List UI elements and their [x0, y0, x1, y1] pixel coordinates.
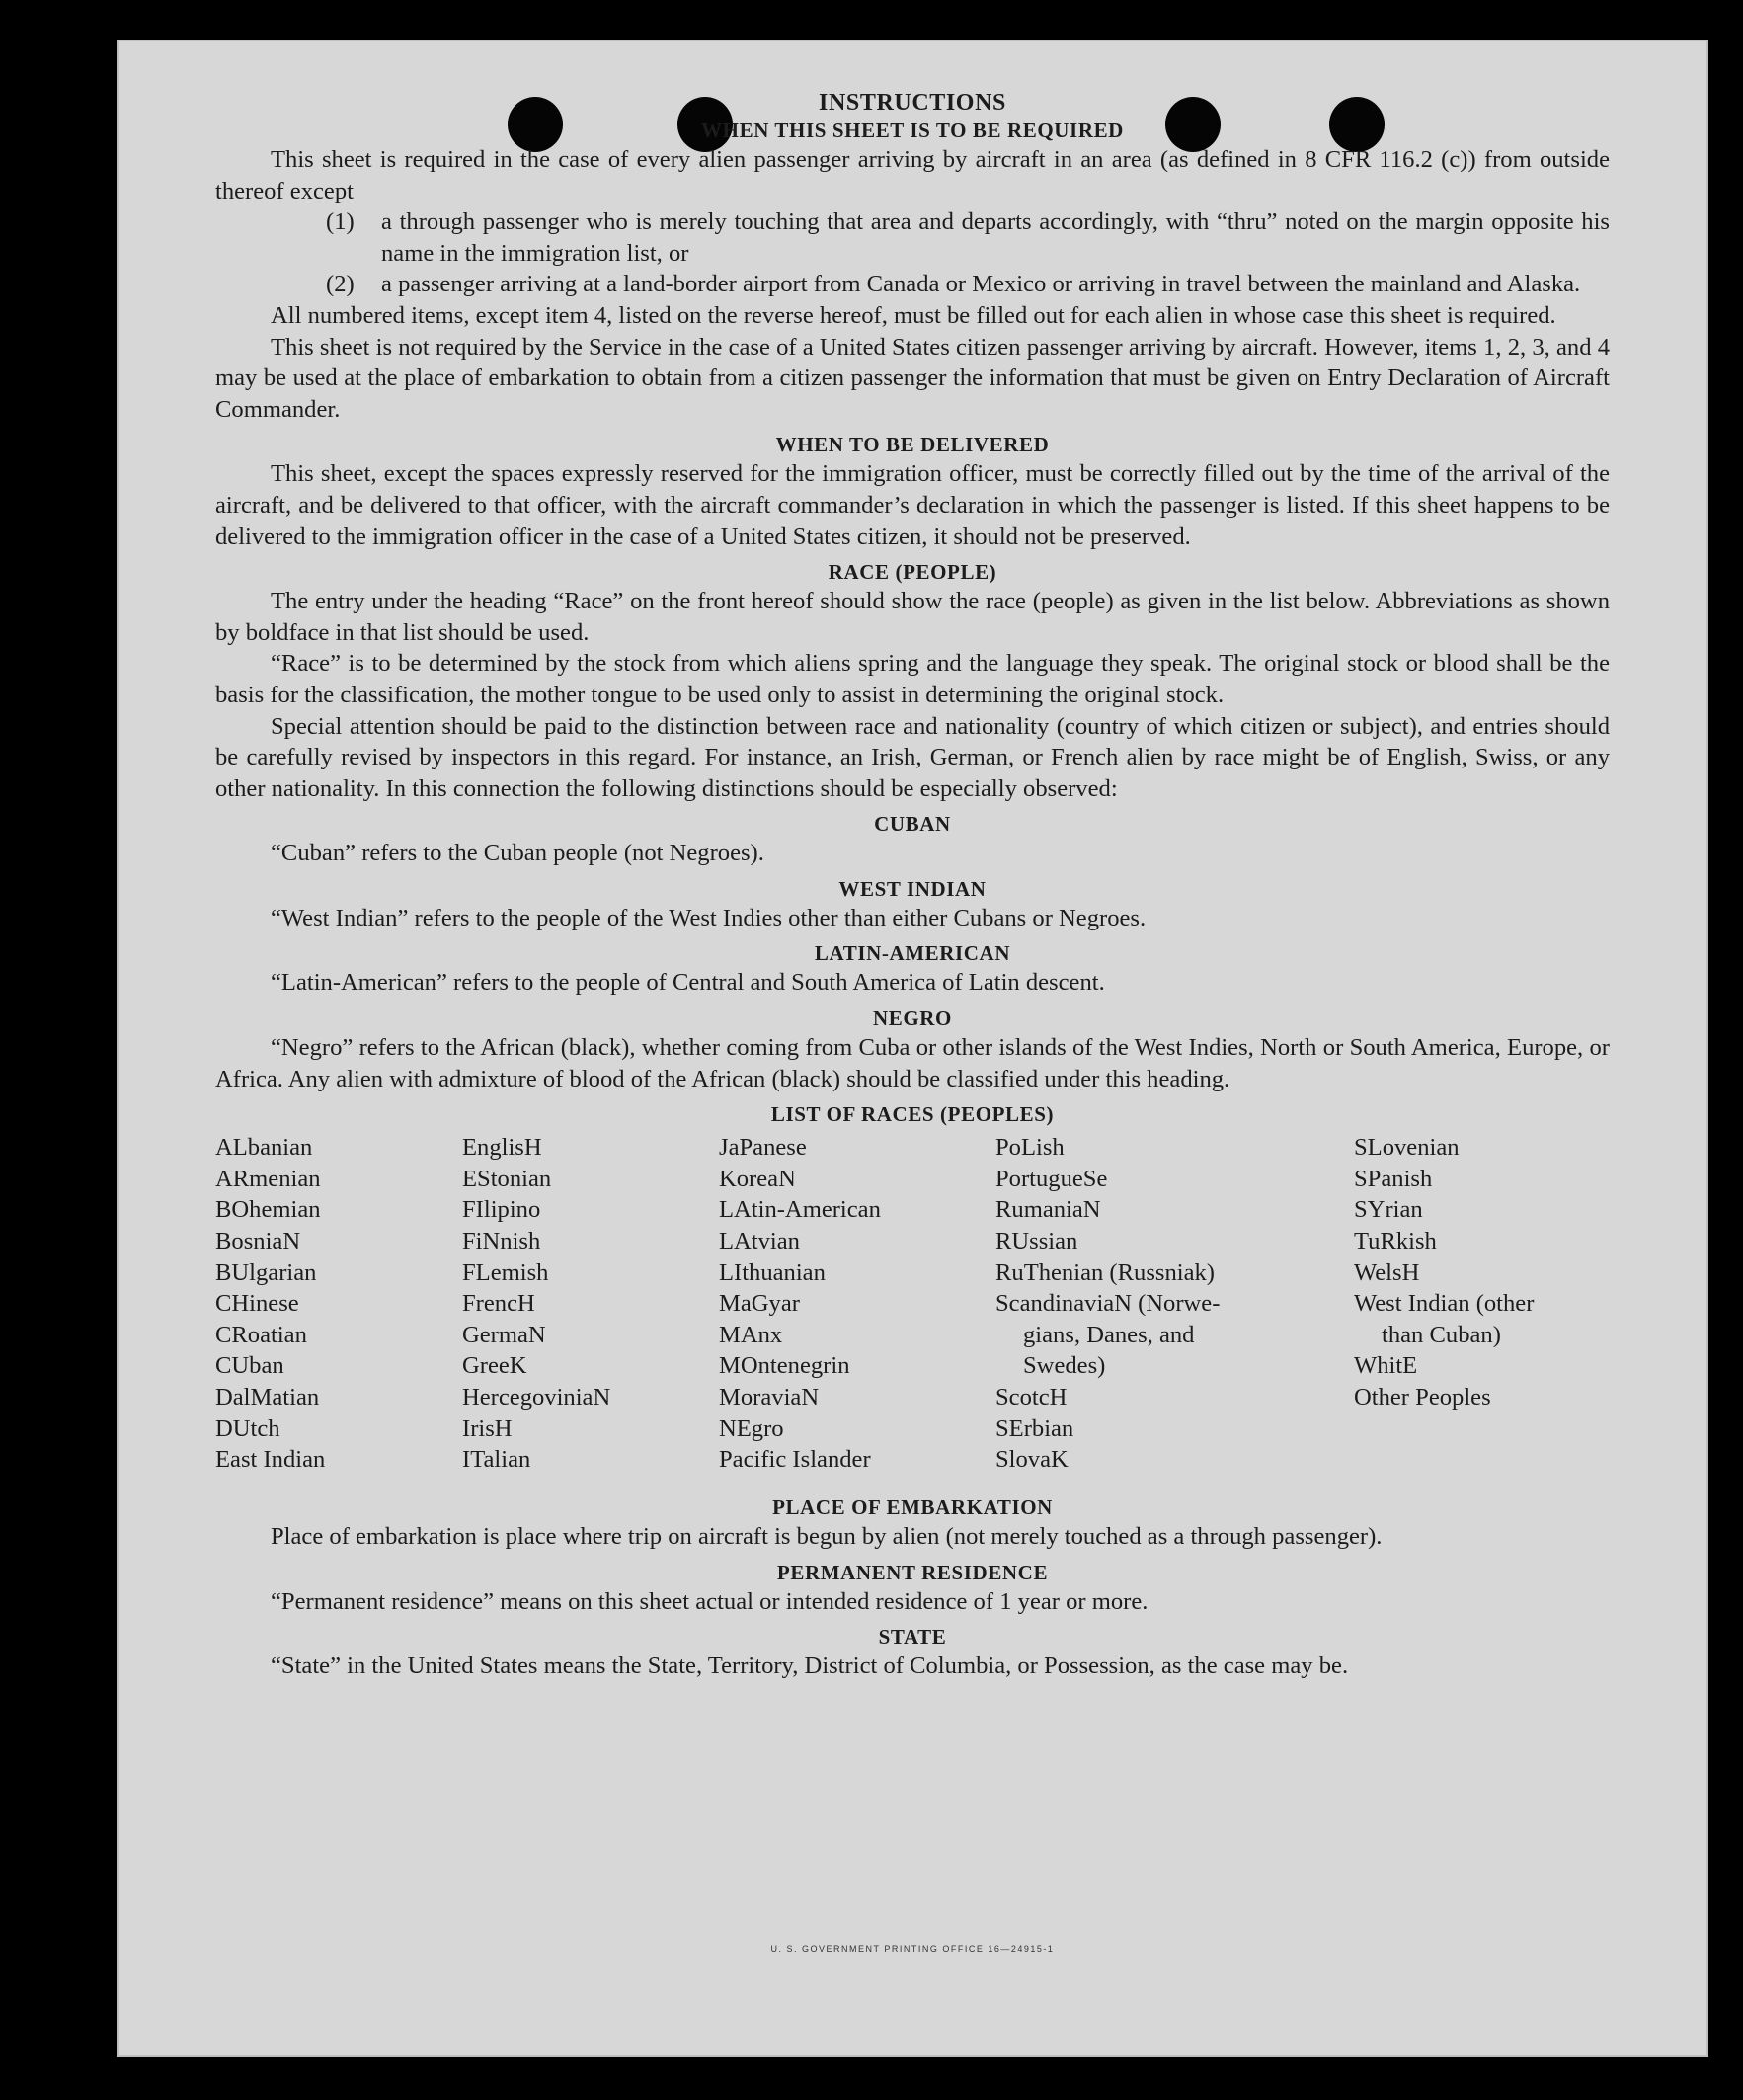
race-item: HercegoviniaN [462, 1384, 611, 1411]
paragraph: “Permanent residence” means on this sheet actual or intended residence of 1 year or more. [271, 1587, 1149, 1615]
section-heading: NEGRO [872, 1007, 952, 1031]
paragraph: “Negro” refers to the African (black), whether coming from Cuba or other islands of the West Indies, North or South America, Europe, or Africa. Any alien with admixture of blood of the African (black) should be classified under this heading. [215, 1034, 1610, 1092]
race-item: CRoatian [215, 1321, 307, 1348]
section-heading: LIST OF RACES (PEOPLES) [770, 1102, 1055, 1127]
race-item: gians, Danes, and [1023, 1321, 1195, 1348]
race-column [719, 1132, 881, 1476]
race-item: ARmenian [215, 1165, 321, 1192]
race-item: NEgro [719, 1414, 784, 1442]
race-item: FIlipino [462, 1196, 541, 1224]
race-column [1354, 1132, 1611, 1413]
race-item: BosniaN [215, 1228, 301, 1255]
paragraph: This sheet is required in the case of every alien passenger arriving by aircraft in an area (as defined in 8 CFR 116.2 (c)) from outside thereof except [215, 146, 1610, 204]
paragraph: This sheet, except the spaces expressly reserved for the immigration officer, must be correctly filled out by the time of the arrival of the aircraft, and be delivered to that officer, with the aircraft commander’s declaration in which the passenger is listed. If this sheet happens to be delivered to the immigration officer in the case of a United States citizen, it should not be preserved. [215, 460, 1610, 550]
race-item: BOhemian [215, 1196, 321, 1224]
race-item: SYrian [1354, 1196, 1423, 1224]
race-item: CUban [215, 1352, 284, 1380]
race-item: MAnx [719, 1321, 783, 1348]
race-item: West Indian (other [1354, 1290, 1535, 1318]
item-number: (1) [326, 208, 355, 236]
list-item [326, 206, 1610, 269]
race-item: RumaniaN [995, 1196, 1101, 1224]
paragraph: “State” in the United States means the State, Territory, District of Columbia, or Possession, as the case may be. [271, 1653, 1349, 1680]
race-item: TuRkish [1354, 1228, 1437, 1255]
race-column [995, 1132, 1282, 1476]
section-heading: STATE [878, 1625, 947, 1650]
race-item: FrencH [462, 1290, 535, 1318]
paragraph: All numbered items, except item 4, listed on the reverse hereof, must be filled out for each alien in whose case this sheet is required. [271, 301, 1556, 329]
race-item: Swedes) [1023, 1352, 1106, 1380]
race-item: DUtch [215, 1414, 280, 1442]
race-item: RUssian [995, 1228, 1078, 1255]
race-item: LAtin-American [719, 1196, 881, 1224]
section-heading: PLACE OF EMBARKATION [772, 1495, 1053, 1520]
race-item: DalMatian [215, 1384, 320, 1411]
race-column [215, 1132, 325, 1476]
race-item: RuThenian (Russniak) [995, 1258, 1215, 1286]
instructions-content [215, 89, 1610, 1682]
race-item: MOntenegrin [719, 1352, 850, 1380]
race-item: SPanish [1354, 1165, 1433, 1192]
race-item: BUlgarian [215, 1258, 317, 1286]
section-heading: LATIN-AMERICAN [814, 941, 1011, 966]
page-title: INSTRUCTIONS [819, 90, 1006, 116]
paragraph: Special attention should be paid to the distinction between race and nationality (country of which citizen or subject), and entries should be carefully revised by inspectors in this regard. For instance, an Irish, German, or French alien by race might be of English, Swiss, or any other nationality. In this connection the following distinctions should be especially observed: [215, 712, 1610, 802]
race-item: ITalian [462, 1446, 531, 1474]
race-item: LIthuanian [719, 1258, 826, 1286]
race-column [462, 1132, 610, 1476]
race-item: FLemish [462, 1258, 549, 1286]
race-item: MaGyar [719, 1290, 800, 1318]
paragraph: This sheet is not required by the Service in the case of a United States citizen passenger arriving by aircraft. However, items 1, 2, 3, and 4 may be used at the place of embarkation to obtain from a citizen passenger the information that must be given on Entry Declaration of Aircraft Commander. [215, 333, 1610, 423]
race-item: EStonian [462, 1165, 552, 1192]
race-item: KoreaN [719, 1165, 796, 1192]
section-heading: CUBAN [874, 812, 951, 837]
race-item: Other Peoples [1354, 1384, 1491, 1411]
section-heading: PERMANENT RESIDENCE [776, 1560, 1049, 1584]
race-item: WelsH [1354, 1258, 1420, 1286]
paragraph: “Race” is to be determined by the stock from which aliens spring and the language they speak. The original stock or blood shall be the basis for the classification, the mother tongue to be used only to assist in determining the original stock. [215, 650, 1610, 708]
list-item [326, 269, 1610, 300]
printer-imprint: U. S. GOVERNMENT PRINTING OFFICE 16—24915-1 [770, 1944, 1055, 1954]
race-item: SLovenian [1354, 1134, 1460, 1162]
race-item: SErbian [995, 1414, 1074, 1442]
paragraph: Place of embarkation is place where trip on aircraft is begun by alien (not merely touched as a through passenger). [271, 1523, 1383, 1551]
item-number: (2) [326, 271, 355, 298]
item-text: a through passenger who is merely touching that area and departs accordingly, with “thru” noted on the margin opposite his name in the immigration list, or [381, 208, 1610, 267]
item-text: a passenger arriving at a land-border airport from Canada or Mexico or arriving in travel between the mainland and Alaska. [381, 271, 1581, 298]
race-item: LAtvian [719, 1228, 800, 1255]
race-item: East Indian [215, 1446, 326, 1474]
race-item: MoraviaN [719, 1384, 820, 1411]
race-item: EnglisH [462, 1134, 542, 1162]
race-item: SlovaK [995, 1446, 1069, 1474]
race-item: GermaN [462, 1321, 546, 1348]
race-item: FiNnish [462, 1228, 541, 1255]
paragraph: “West Indian” refers to the people of the West Indies other than either Cubans or Negroes. [271, 904, 1147, 931]
race-item: CHinese [215, 1290, 299, 1318]
paragraph: “Latin-American” refers to the people of Central and South America of Latin descent. [271, 969, 1105, 997]
race-item: than Cuban) [1382, 1321, 1501, 1348]
race-item: ScotcH [995, 1384, 1068, 1411]
race-item: PoLish [995, 1134, 1065, 1162]
paragraph: “Cuban” refers to the Cuban people (not Negroes). [271, 840, 764, 867]
section-heading: WEST INDIAN [838, 876, 987, 901]
race-item: ScandinaviaN (Norwe- [995, 1290, 1221, 1318]
paragraph: The entry under the heading “Race” on the front hereof should show the race (people) as given in the list below. Abbreviations as shown by boldface in that list should be used. [215, 588, 1610, 646]
race-item: IrisH [462, 1414, 513, 1442]
race-item: Pacific Islander [719, 1446, 871, 1474]
section-heading: WHEN THIS SHEET IS TO BE REQUIRED [701, 119, 1124, 142]
races-list [215, 1132, 1610, 1488]
document-page [117, 40, 1708, 2057]
section-heading: RACE (PEOPLE) [828, 560, 997, 585]
race-item: ALbanian [215, 1134, 313, 1162]
race-item: JaPanese [719, 1134, 807, 1162]
race-item: WhitE [1354, 1352, 1418, 1380]
section-heading: WHEN TO BE DELIVERED [775, 433, 1050, 457]
race-item: GreeK [462, 1352, 527, 1380]
race-item: PortugueSe [995, 1165, 1108, 1192]
